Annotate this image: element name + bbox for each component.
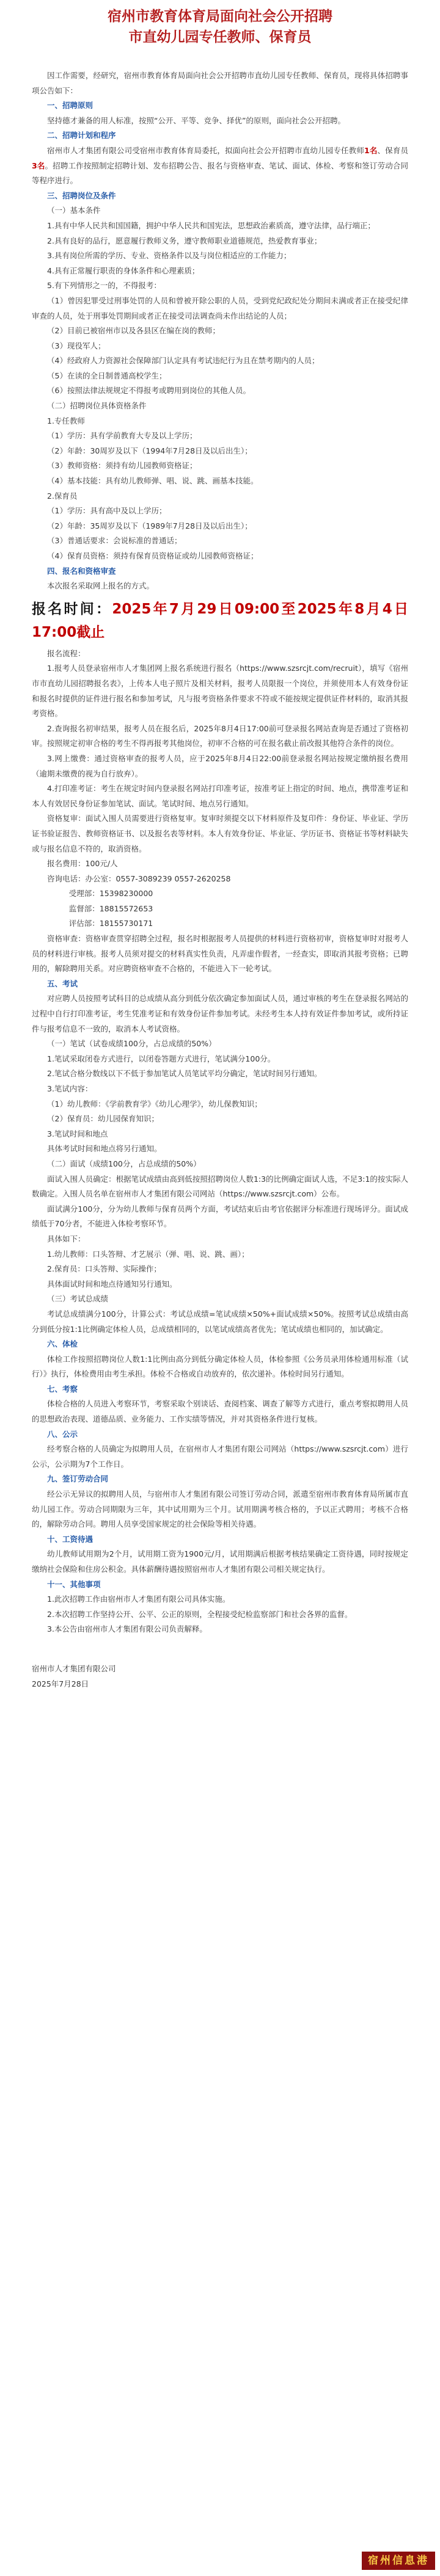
registration-step: 2.查询报名初审结果，报考人员在报名后，2025年8月4日17:00前可登录报名网站查询是否通过了资格初审。按照规定初审合格的考生不得再报考其他岗位，初审不合格的可在报名截止前改报其他符合条件的岗位。: [32, 723, 408, 748]
condition-item: （2）年龄：35周岁及以下（1989年7月28日及以后出生）；: [47, 521, 252, 530]
nurse-count: 3名: [32, 161, 45, 170]
condition-item: （1）曾因犯罪受过刑事处罚的人员和曾被开除公职的人员，受到党纪政纪处分期间未满或者正在接受纪律审查的人员，处于刑事处罚期间或者正在接受司法调查尚未作出结论的人员；: [32, 295, 408, 320]
contact-line: 受理部：15398230000: [47, 889, 153, 899]
plan-text-part: 宿州市人才集团有限公司受宿州市教育体育局委托，拟面向社会公开招聘市直幼儿园专任教师: [47, 145, 364, 155]
contact-line: 评估部：18155730171: [47, 919, 153, 928]
written-exam-item: 3.笔试内容：: [47, 1084, 93, 1093]
registration-time-value: 2025年7月29日09:00至2025年8月4日17:00截止: [32, 601, 409, 640]
qualification-review-text: 资格复审：面试入围人员需要进行资格复审。复审时须提交以下材料原件及复印件：身份证、毕业证、学历证书验证报告、教师资格证书、以及报名表等材料。本人有效身份证、毕业证、学历证书、资格证书等材料缺失或与报名信息不符的，取消资格。: [32, 814, 408, 853]
registration-time: [32, 598, 408, 644]
condition-item: （4）经政府人力资源社会保障部门认定具有考试违纪行为且在禁考期内的人员；: [47, 356, 320, 366]
section-inspection-text: 体检合格的人员进入考察环节，考察采取个别谈话、查阅档案、调查了解等方式进行，重点考察拟聘用人员的思想政治表现、道德品质、业务能力、工作实绩等情况，并对其资格条件进行复核。: [32, 1399, 408, 1424]
interview-selection-text: 面试入围人员确定：根据笔试成绩由高到低按照招聘岗位人数1:3的比例确定面试人选，不足3:1的按实际人数确定。入围人员名单在宿州市人才集团有限公司网站（https://www.szsrcjt.com）公布。: [32, 1174, 408, 1199]
contact-line: 咨询电话：办公室：0557-3089239 0557-2620258: [47, 874, 231, 883]
interview-score-text: 面试满分100分，分为幼儿教师与保育员两个方面，考试结束后由考官依据评分标准进行现场评分。面试成绩低于70分者，不能进入体检考察环节。: [32, 1204, 408, 1229]
condition-item: （一）基本条件: [47, 206, 101, 215]
written-exam-item: 具体考试时间和地点将另行通知。: [47, 1144, 162, 1154]
condition-item: （4）基本技能：具有幼儿教师弹、唱、说、跳、画基本技能。: [47, 476, 258, 486]
announcement-title-line-1: 宿州市教育体育局面向社会公开招聘: [108, 9, 332, 24]
condition-item: （二）招聘岗位具体资格条件: [47, 401, 147, 411]
section-other-heading: 十一、其他事项: [47, 1579, 101, 1589]
section-exam-heading: 五、考试: [47, 979, 78, 988]
other-item: 2.本次招聘工作坚持公开、公平、公正的原则，全程接受纪检监察部门和社会各界的监督。: [47, 1609, 353, 1619]
interview-item: （三）考试总成绩: [47, 1294, 109, 1304]
written-exam-item: 3.笔试时间和地点: [47, 1129, 108, 1138]
section-salary-heading: 十、工资待遇: [47, 1534, 94, 1544]
interview-item: 1.幼儿教师：口头答辩、才艺展示（弹、唱、说、跳、画）；: [47, 1249, 249, 1259]
condition-item: （1）学历：具有学前教育大专及以上学历；: [47, 431, 197, 441]
registration-step: 4.打印准考证：考生在规定时间内登录报名网站打印准考证，按准考证上指定的时间、地点，携带准考证和本人有效居民身份证参加笔试、面试。笔试时间、地点另行通知。: [32, 784, 408, 808]
plan-text-part: 、保育员: [377, 145, 408, 155]
registration-fee: 报名费用：100元/人: [47, 859, 118, 869]
section-publicity-heading: 八、公示: [47, 1429, 78, 1439]
section-principle-heading: 一、招聘原则: [47, 101, 94, 110]
section-physical-text: 体检工作按照招聘岗位人数1:1比例由高分到低分确定体检人员，体检参照《公务员录用体检通用标准（试行）》执行，体检费用由考生承担。体检不合格或自动放弃的，依次递补。体检时间另行通知。: [32, 1354, 408, 1379]
other-item: 1.此次招聘工作由宿州市人才集团有限公司具体实施。: [47, 1594, 230, 1604]
condition-item: 2.具有良好的品行，愿意履行教师义务，遵守教师职业道德规范，热爱教育事业；: [47, 236, 322, 245]
total-score-text: 考试总成绩满分100分，计算公式：考试总成绩=笔试成绩×50%+面试成绩×50%。按照考试总成绩由高分到低分按1:1比例确定体检人员，总成绩相同的，以笔试成绩高者优先；笔试成绩也相同的，加试确定。: [32, 1309, 408, 1334]
registration-step: 1.报考人员登录宿州市人才集团网上报名系统进行报名（https://www.szsrcjt.com/recruit），填写《宿州市市直幼儿园招聘报名表》，上传本人电子照片及相关材料，报考人员限报一个岗位，并须使用本人有效身份证和报名时提供的证件进行报名和参加考试，凡与报考资格条件要求不符或不能按规定提供证件材料的，取消其报考资格。: [32, 664, 408, 718]
condition-item: 1.专任教师: [47, 416, 85, 425]
written-exam-item: （1）幼儿教师：《学前教育学》《幼儿心理学》，幼儿保教知识；: [47, 1099, 262, 1109]
condition-item: （6）按照法律法规规定不得报考或聘用到岗位的其他人员。: [47, 386, 251, 396]
section-physical-heading: 六、体检: [47, 1339, 78, 1349]
signature-organization: 宿州市人才集团有限公司: [32, 1663, 116, 1673]
section-contract-heading: 九、签订劳动合同: [47, 1474, 109, 1484]
written-exam-item: （二）面试（成绩100分，占总成绩的50%）: [47, 1159, 201, 1168]
conditions-list: [32, 203, 408, 563]
written-exam-item: （一）笔试（试卷成绩100分，占总成绩的50%）: [47, 1039, 216, 1049]
registration-time-label: 报名时间：: [32, 601, 112, 617]
condition-item: （3）普通话要求：会说标准的普通话；: [47, 536, 182, 546]
announcement-body: [32, 68, 408, 1691]
plan-text-part: 。招聘工作按照制定招聘计划、发布招聘公告、报名与资格审查、笔试、面试、体检、考察和签订劳动合同等程序进行。: [32, 161, 408, 186]
registration-method: 本次报名采取网上报名的方式。: [47, 581, 155, 591]
contact-line: 监督部：18815572653: [47, 903, 153, 913]
section-salary-text: 幼儿教师试用期为2个月，试用期工资为1900元/月，试用期满后根据考核结果确定工资待遇，同时按规定缴纳社会保险和住房公积金。具体薪酬待遇按照宿州市人才集团有限公司相关规定执行。: [32, 1549, 408, 1574]
condition-item: （4）保育员资格：须持有保育员资格证或幼儿园教师资格证；: [47, 551, 258, 560]
section-publicity-text: 经考察合格的人员确定为拟聘用人员，在宿州市人才集团有限公司网站（https://www.szsrcjt.com）进行公示，公示期为7个工作日。: [32, 1444, 408, 1469]
announcement-header: [0, 6, 440, 48]
condition-item: 2.保育员: [47, 491, 78, 501]
condition-item: 1.具有中华人民共和国国籍，拥护中华人民共和国宪法，思想政治素质高，遵守法律，品行端正；: [47, 220, 375, 230]
signature-date: 2025年7月28日: [32, 1679, 89, 1688]
condition-item: （3）教师资格：须持有幼儿园教师资格证；: [47, 461, 197, 471]
condition-item: 4.具有正常履行职责的身体条件和心理素质；: [47, 266, 200, 275]
condition-item: （2）目前已被宿州市以及各县区在编在岗的教师；: [47, 326, 220, 336]
condition-item: 5.有下列情形之一的，不得报考：: [47, 281, 161, 291]
condition-item: 3.具有岗位所需的学历、专业、资格条件以及与岗位相适应的工作能力；: [47, 251, 292, 261]
written-exam-item: 2.笔试合格分数线以下不低于参加笔试人员笔试平均分确定，笔试时间另行通知。: [47, 1069, 322, 1079]
other-item: 3.本公告由宿州市人才集团有限公司负责解释。: [47, 1624, 207, 1634]
registration-step: 3.网上缴费：通过资格审查的报考人员，应于2025年8月4日22:00前登录报名网站按规定缴纳报名费用（逾期未缴费的视为自行放弃）。: [32, 753, 408, 778]
verification-text: 资格审查：资格审查贯穿招聘全过程，报名时根据报考人员提供的材料进行资格初审，资格复审时对报考人员的材料进行审核。报考人员须对提交的材料真实性负责，凡弄虚作假者，一经查实，即取消其报考资格；已聘用的，解除聘用关系。对应聘资格审查不合格的，不能进入下一轮考试。: [32, 934, 408, 974]
section-registration-heading: 四、报名和资格审查: [47, 566, 116, 576]
teacher-count: 1名: [364, 145, 378, 155]
interview-item: 具体面试时间和地点待通知另行通知。: [47, 1279, 177, 1289]
exam-intro: 对应聘人员按照考试科目的总成绩从高分到低分依次确定参加面试人员，通过审核的考生在登录报名网站的过程中自行打印准考证，考生凭准考证和有效身份证件参加考试。未经考生本人持有效证件参加考试，或所持证件与报考信息不一致的，取消本人考试资格。: [32, 994, 408, 1033]
condition-item: （5）在读的全日制普通高校学生；: [47, 371, 167, 380]
section-principle-text: 坚持德才兼备的用人标准，按照“公开、平等、竞争、择优”的原则，面向社会公开招聘。: [47, 115, 345, 125]
announcement-title-line-2: 市直幼儿园专任教师、保育员: [128, 29, 312, 45]
condition-item: （3）现役军人；: [47, 341, 106, 350]
intro-paragraph: 因工作需要，经研究，宿州市教育体育局面向社会公开招聘市直幼儿园专任教师、保育员，现将具体招聘事项公告如下：: [32, 71, 408, 95]
condition-item: （2）年龄：30周岁及以下（1994年7月28日及以后出生）；: [47, 446, 252, 455]
section-plan-text: [32, 143, 408, 189]
interview-item: 2.保育员：口头答辩、实际操作；: [47, 1264, 161, 1274]
section-contract-text: 经公示无异议的拟聘用人员，与宿州市人才集团有限公司签订劳动合同，派遣至宿州市教育体育局所属市直幼儿园工作。劳动合同期限为三年，其中试用期为三个月。试用期满考核合格的，予以正式聘用；考核不合格的，解除劳动合同。聘用人员享受国家规定的社会保险等相关待遇。: [32, 1489, 408, 1529]
site-watermark-logo: [362, 2552, 435, 2570]
interview-item: 具体如下：: [47, 1234, 86, 1243]
condition-item: （1）学历：具有高中及以上学历；: [47, 506, 167, 516]
written-exam-item: 1.笔试采取闭卷方式进行，以闭卷答题方式进行，笔试满分100分。: [47, 1054, 276, 1063]
section-inspection-heading: 七、考察: [47, 1384, 78, 1394]
section-plan-heading: 二、招聘计划和程序: [47, 131, 116, 140]
logo-text: 宿州信息港: [368, 2555, 429, 2567]
written-exam-item: （2）保育员：幼儿园保育知识；: [47, 1114, 159, 1124]
section-conditions-heading: 三、招聘岗位及条件: [47, 190, 116, 200]
registration-step: 报名流程：: [47, 648, 86, 658]
